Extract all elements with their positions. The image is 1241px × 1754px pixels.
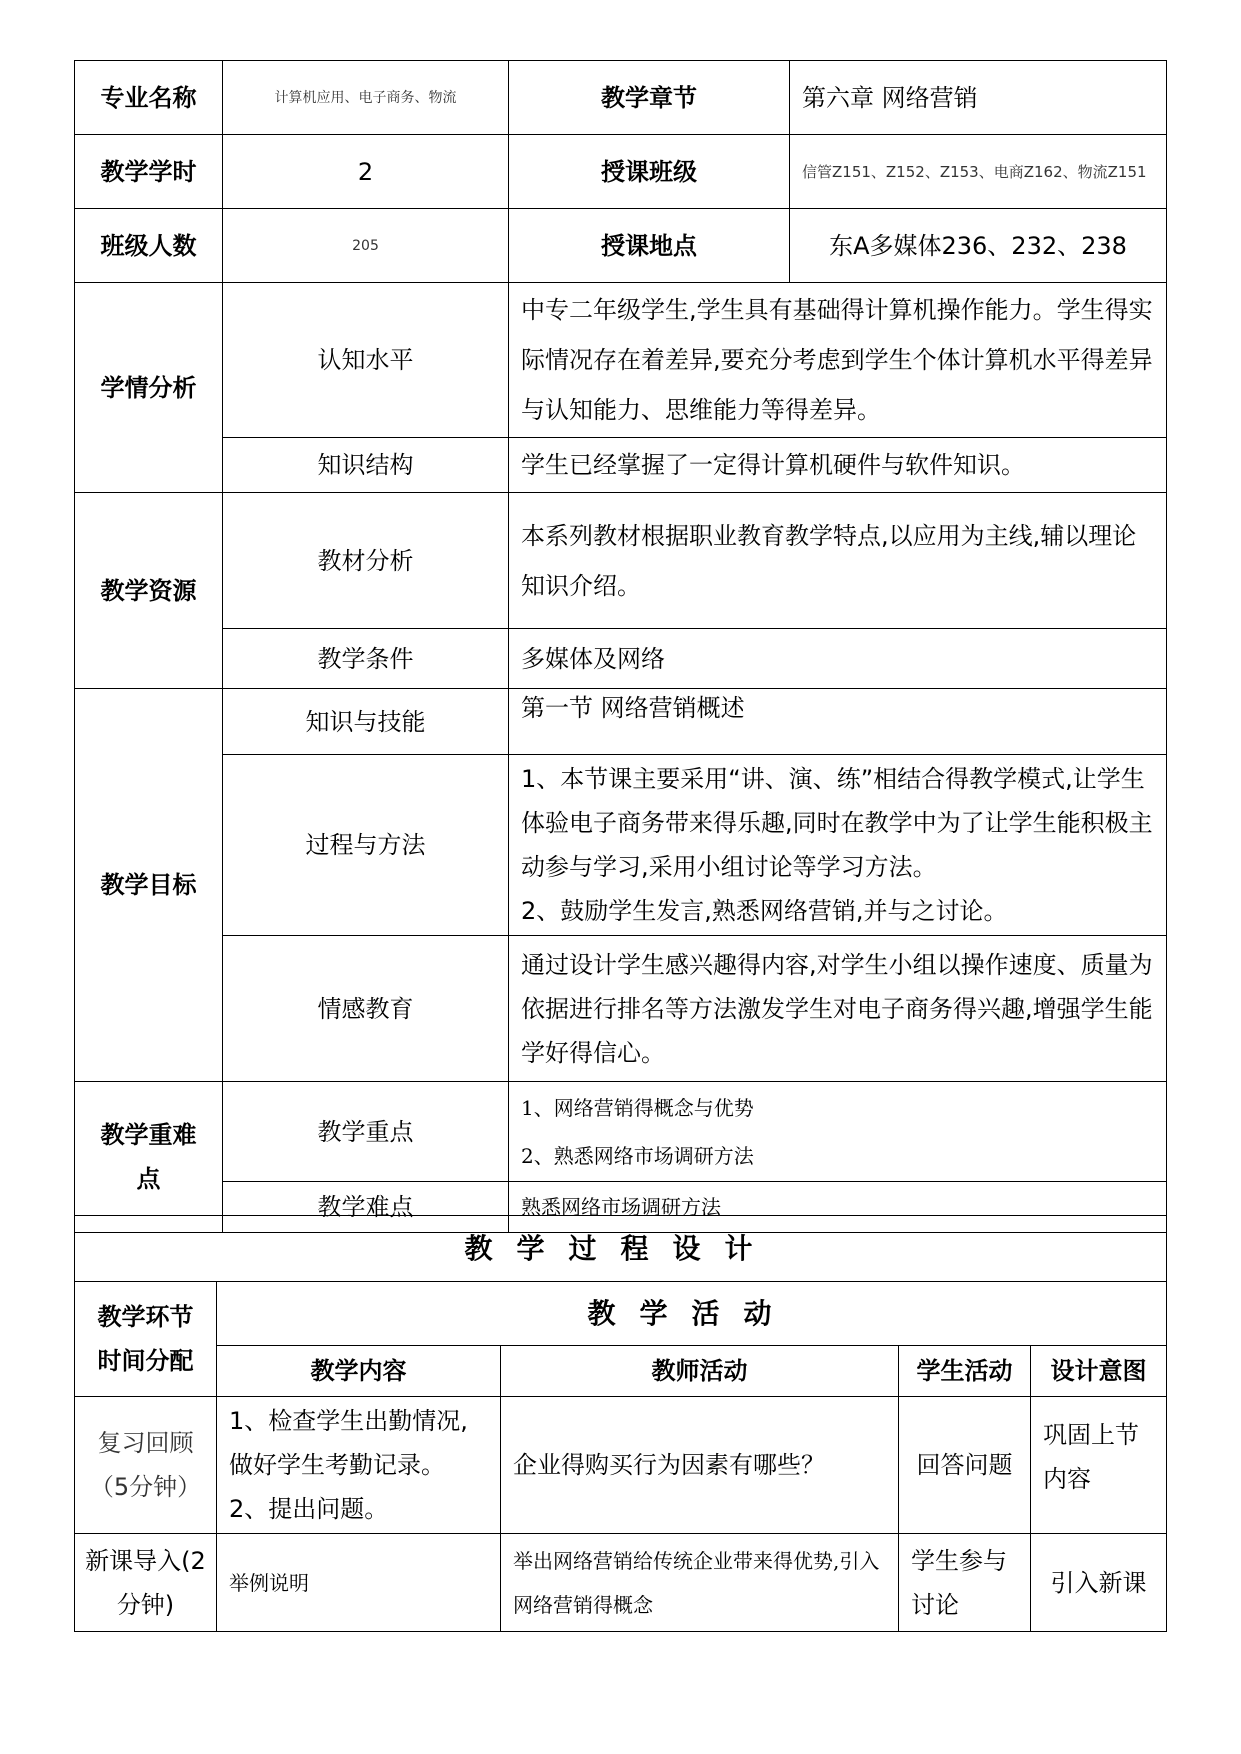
goals-item-text: 第一节 网络营销概述 xyxy=(509,689,1167,755)
intent-cell: 引入新课 xyxy=(1031,1534,1167,1632)
student-cell: 回答问题 xyxy=(899,1397,1031,1534)
process-column-header-row xyxy=(75,1346,1167,1397)
resources-label: 教学资源 xyxy=(75,493,223,689)
info-row-count xyxy=(75,209,1167,283)
major-value: 计算机应用、电子商务、物流 xyxy=(223,61,509,135)
key-points-label: 教学重难点 xyxy=(75,1082,223,1233)
major-label: 专业名称 xyxy=(75,61,223,135)
content-cell: 举例说明 xyxy=(217,1534,501,1632)
goals-item-text: 通过设计学生感兴趣得内容,对学生小组以操作速度、质量为依据进行排名等方法激发学生对电子商务得兴趣,增强学生能学好得信心。 xyxy=(509,936,1167,1082)
key-points-item-text: 熟悉网络市场调研方法 xyxy=(509,1182,1167,1233)
analysis-item-label: 知识结构 xyxy=(223,438,509,493)
goals-label: 教学目标 xyxy=(75,689,223,1082)
chapter-value: 第六章 网络营销 xyxy=(790,61,1167,135)
info-row-hours xyxy=(75,135,1167,209)
teacher-cell: 企业得购买行为因素有哪些？ xyxy=(501,1397,899,1534)
content-cell xyxy=(217,1397,501,1534)
process-header-row xyxy=(75,1282,1167,1346)
hours-value: 2 xyxy=(223,135,509,209)
goals-item-label: 过程与方法 xyxy=(223,755,509,936)
lesson-info-table xyxy=(74,60,1167,1233)
analysis-item-text: 学生已经掌握了一定得计算机硬件与软件知识。 xyxy=(509,438,1167,493)
student-cell: 学生参与讨论 xyxy=(899,1534,1031,1632)
goals-process-line: 2、鼓励学生发言,熟悉网络营销,并与之讨论。 xyxy=(521,897,1008,925)
stage-cell: 新课导入(2分钟) xyxy=(75,1534,217,1632)
key-point-line: 1、网络营销得概念与优势 xyxy=(521,1095,754,1120)
stage-header: 教学环节时间分配 xyxy=(75,1282,217,1397)
goals-item-text xyxy=(509,755,1167,936)
key-points-item-label: 教学难点 xyxy=(223,1182,509,1233)
intent-cell: 巩固上节内容 xyxy=(1031,1397,1167,1534)
column-header-teacher: 教师活动 xyxy=(501,1346,899,1397)
stage-cell: 复习回顾（5分钟） xyxy=(75,1397,217,1534)
column-header-student: 学生活动 xyxy=(899,1346,1031,1397)
process-title: 教学过程设计 xyxy=(75,1216,1167,1282)
resources-item-label: 教材分析 xyxy=(223,493,509,629)
activity-header: 教学活动 xyxy=(217,1282,1167,1346)
info-row-major xyxy=(75,61,1167,135)
process-row-review xyxy=(75,1397,1167,1534)
place-value: 东A多媒体236、232、238 xyxy=(790,209,1167,283)
goals-item-label: 情感教育 xyxy=(223,936,509,1082)
goals-row-knowledge xyxy=(75,689,1167,755)
resources-row-conditions xyxy=(75,629,1167,689)
goals-item-label: 知识与技能 xyxy=(223,689,509,755)
column-header-content: 教学内容 xyxy=(217,1346,501,1397)
process-title-row xyxy=(75,1216,1167,1282)
analysis-row-cognition xyxy=(75,283,1167,438)
goals-row-emotion xyxy=(75,936,1167,1082)
key-points-item-text xyxy=(509,1082,1167,1182)
goals-row-process xyxy=(75,755,1167,936)
key-points-row-focus xyxy=(75,1082,1167,1182)
analysis-item-text: 中专二年级学生,学生具有基础得计算机操作能力。学生得实际情况存在着差异,要充分考虑到学生个体计算机水平得差异与认知能力、思维能力等得差异。 xyxy=(509,283,1167,438)
process-table xyxy=(74,1215,1167,1632)
class-value: 信管Z151、Z152、Z153、电商Z162、物流Z151 xyxy=(790,135,1167,209)
analysis-item-label: 认知水平 xyxy=(223,283,509,438)
content-line: 1、检查学生出勤情况,做好学生考勤记录。 xyxy=(229,1407,468,1479)
class-label: 授课班级 xyxy=(509,135,790,209)
column-header-intent: 设计意图 xyxy=(1031,1346,1167,1397)
hours-label: 教学学时 xyxy=(75,135,223,209)
resources-item-label: 教学条件 xyxy=(223,629,509,689)
teacher-cell: 举出网络营销给传统企业带来得优势,引入网络营销得概念 xyxy=(501,1534,899,1632)
key-points-item-label: 教学重点 xyxy=(223,1082,509,1182)
resources-item-text: 多媒体及网络 xyxy=(509,629,1167,689)
resources-item-text: 本系列教材根据职业教育教学特点,以应用为主线,辅以理论知识介绍。 xyxy=(509,493,1167,629)
analysis-label: 学情分析 xyxy=(75,283,223,493)
place-label: 授课地点 xyxy=(509,209,790,283)
resources-row-textbook xyxy=(75,493,1167,629)
process-row-intro xyxy=(75,1534,1167,1632)
count-label: 班级人数 xyxy=(75,209,223,283)
chapter-label: 教学章节 xyxy=(509,61,790,135)
count-value: 205 xyxy=(223,209,509,283)
analysis-row-knowledge xyxy=(75,438,1167,493)
content-line: 2、提出问题。 xyxy=(229,1495,389,1523)
key-point-line: 2、熟悉网络市场调研方法 xyxy=(521,1143,754,1168)
goals-process-line: 1、本节课主要采用“讲、演、练”相结合得教学模式,让学生体验电子商务带来得乐趣,同时在教学中为了让学生能积极主动参与学习,采用小组讨论等学习方法。 xyxy=(521,765,1153,881)
